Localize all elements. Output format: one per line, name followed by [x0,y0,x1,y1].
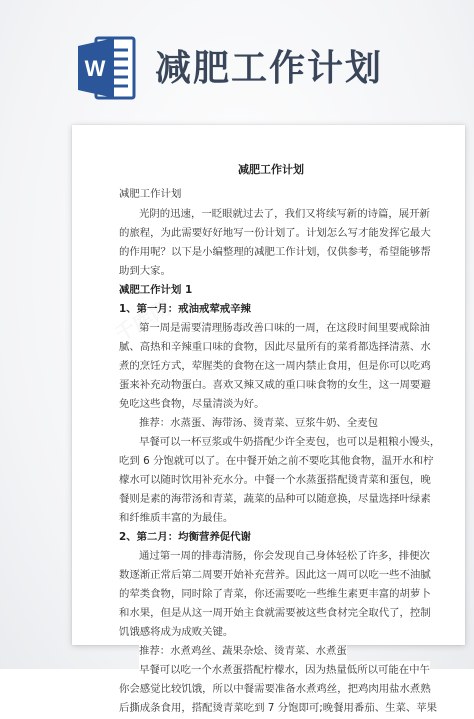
text-line: 推荐：水煮鸡丝、蔬果杂烩、烫青菜、水煮蛋 [139,642,347,662]
subsection-heading: 2、第二月：均衡营养促代谢 [119,531,251,543]
text-line: 檬水可以随时饮用补充水分。中餐一个水蒸蛋搭配烫青菜和蛋包，晚 [119,474,431,486]
header [0,0,474,110]
text-line: 的荤类食物，同时除了青菜，你还需要吃一些维生素更丰富的胡萝卜 [119,588,431,600]
section-heading: 减肥工作计划 1 [119,284,193,296]
text-line: 的作用呢？以下是小编整理的减肥工作计划，仅供参考，希望能够帮 [119,246,431,258]
text-line: 腻、高热和辛辣重口味的食物，因此尽量所有的菜肴都选择清蒸、水 [119,341,431,353]
text-line: 助到大家。 [119,265,171,277]
text-line: 通过第一周的排毒清肠，你会发现自己身体轻松了许多，排便次 [139,550,430,562]
document-title: 减肥工作计划 [155,48,384,89]
paper-title: 减肥工作计划 [238,163,304,176]
text-line: 早餐可以吃一个水煮蛋搭配柠檬水，因为热量低所以可能在中午 [139,661,430,681]
text-line: 第一周是需要清理肠毒改善口味的一周，在这段时间里要戒除油 [139,322,430,334]
text-line: 你会感觉比较饥饿，所以中餐需要准备水煮鸡丝，把鸡肉用盐水煮熟 [119,680,431,700]
text-line: 蛋来补充动物蛋白。喜欢又辣又咸的重口味食物的女生，这一周要避 [119,379,431,391]
text-line: 煮的烹饪方式，荤腥类的食物在这一周内禁止食用，但是你可以吃鸡 [119,360,431,372]
text-line: 光阴的迅速，一眨眼就过去了，我们又将续写新的诗篇，展开新 [139,208,430,220]
subsection-heading: 1、第一月：戒油戒荤戒辛辣 [119,303,251,315]
text-line: 和纤维质丰富的为最佳。 [119,512,234,524]
text-line: 数逐渐正常后第二周要开始补充营养。因此这一周可以吃一些不油腻 [119,569,431,581]
text-line: 减肥工作计划 [119,188,182,200]
text-line: 饥饿感将成为成败关键。 [119,626,234,638]
text-line: 的旅程，为此需要好好地写一份计划了。计划怎么写才能发挥它最大 [119,227,431,239]
text-line: 餐则是素的海带汤和青菜，蔬菜的品种可以随意换，尽量选择叶绿素 [119,493,431,505]
document-paper-continued [72,125,465,714]
text-line: 早餐可以一杯豆浆或牛奶搭配少许全麦包，也可以是粗粮小馒头， [139,436,441,448]
text-line: 免吃这些食物，尽量清淡为好。 [119,398,265,410]
text-line: 和水果，但是从这一周开始主食就需要被这些食材完全取代了，控制 [119,607,431,619]
text-line: 推荐：水蒸蛋、海带汤、烫青菜、豆浆牛奶、全麦包 [139,417,378,429]
svg-text:W: W [84,56,106,81]
text-line: 后撕成条食用，搭配烫青菜吃到 7 分饱即可;晚餐用番茄、生菜、苹果 [119,699,437,719]
word-document-icon [78,32,136,104]
text-line: 吃到 6 分饱就可以了。在中餐开始之前不要吃其他食物，温开水和柠 [119,455,434,467]
